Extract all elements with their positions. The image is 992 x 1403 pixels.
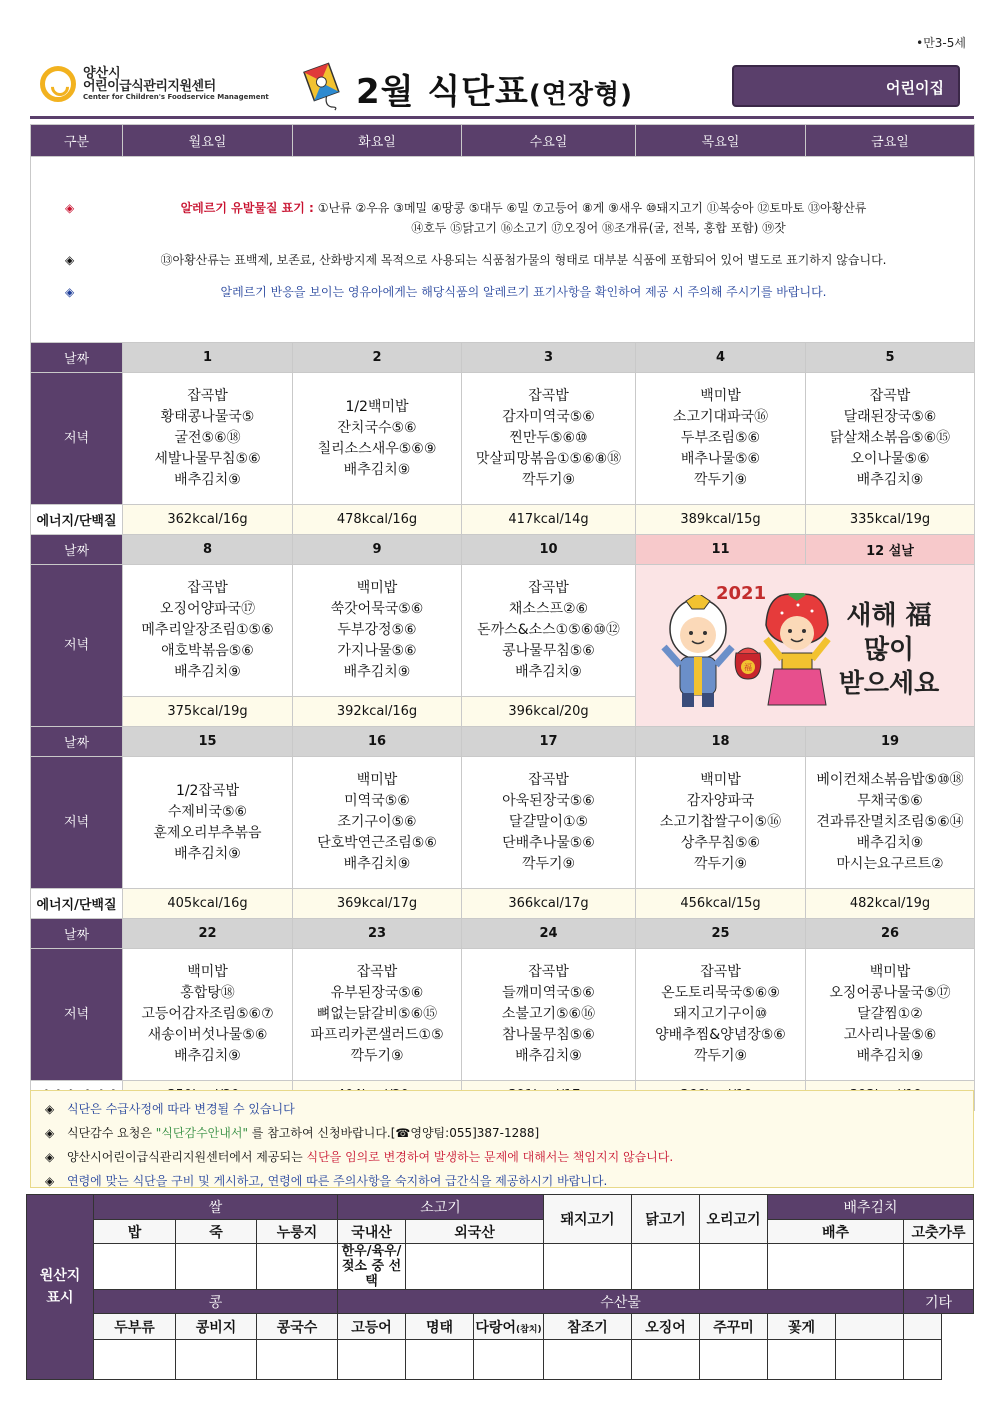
date-cell: 18 — [636, 727, 806, 757]
meal-cell — [462, 949, 636, 1081]
notice-3a: 양산시어린이급식관리지원센터에서 제공되는 — [67, 1150, 307, 1164]
meal-cell — [123, 757, 293, 889]
dinner-row — [31, 949, 975, 1081]
page-title — [356, 64, 633, 113]
origin-side-label — [27, 1195, 94, 1380]
origin-value — [700, 1244, 768, 1290]
menu-item: 베이컨채소볶음밥⑤⑩⑱ — [816, 772, 964, 788]
notice-2a: 식단감수 요청은 — [67, 1126, 156, 1140]
origin-sub: 누룽지 — [257, 1220, 338, 1244]
menu-item: 깍두기⑨ — [693, 472, 748, 488]
menu-item: 감자미역국⑤⑥ — [502, 409, 595, 425]
diamond-icon: ◈ — [45, 1102, 55, 1116]
date-cell: 19 — [806, 727, 975, 757]
meal-cell — [636, 757, 806, 889]
origin-tuna-note: (참치) — [515, 1324, 542, 1335]
origin-sub: 주꾸미 — [700, 1314, 768, 1340]
meal-cell — [462, 757, 636, 889]
menu-item: 배추김치⑨ — [856, 472, 924, 488]
origin-chicken: 닭고기 — [632, 1195, 700, 1244]
meal-cell — [462, 565, 636, 697]
date-cell: 1 — [123, 343, 293, 373]
energy-cell: 478kcal/16g — [293, 505, 462, 535]
date-cell: 3 — [462, 343, 636, 373]
date-cell: 10 — [462, 535, 636, 565]
origin-sub: 외국산 — [406, 1220, 544, 1244]
kite-icon — [300, 60, 350, 112]
menu-item: 세발나물무침⑤⑥ — [154, 451, 261, 467]
menu-item: 깍두기⑨ — [521, 856, 576, 872]
allergy-list-2: ⑭호두 ⑮닭고기 ⑯소고기 ⑰오징어 ⑱조개류(굴, 전복, 홍합 포함) ⑲잣 — [411, 220, 786, 235]
center-logo — [40, 66, 269, 102]
title-sub: (연장형) — [528, 80, 633, 110]
meal-cell — [123, 373, 293, 505]
menu-item: 쑥갓어묵국⑤⑥ — [330, 601, 424, 617]
meal-cell — [123, 949, 293, 1081]
menu-item: 배추김치⑨ — [343, 664, 411, 680]
meal-cell — [462, 373, 636, 505]
dinner-label: 저녁 — [31, 949, 123, 1081]
origin-value — [474, 1340, 544, 1380]
menu-item: 고사리나물⑤⑥ — [843, 1027, 937, 1043]
meal-cell — [293, 949, 462, 1081]
col-header: 금요일 — [806, 125, 975, 157]
date-label: 날짜 — [31, 535, 123, 565]
menu-item: 두부조림⑤⑥ — [680, 430, 761, 446]
meal-cell — [636, 373, 806, 505]
menu-item: 두부강정⑤⑥ — [337, 622, 417, 638]
origin-value — [338, 1340, 406, 1380]
origin-sub — [474, 1314, 544, 1340]
energy-cell: 366kcal/17g — [462, 889, 636, 919]
origin-value — [768, 1244, 904, 1290]
menu-item: 돈까스&소스①⑤⑥⑩⑫ — [477, 622, 620, 638]
logo-english: Center for Children's Foodservice Management — [83, 92, 269, 101]
date-cell: 26 — [806, 919, 975, 949]
menu-item: 백미밥 — [356, 580, 398, 596]
menu-item: 깍두기⑨ — [521, 472, 576, 488]
menu-item: 오이나물⑤⑥ — [850, 451, 930, 467]
menu-item: 오징어콩나물국⑤⑰ — [829, 985, 951, 1001]
menu-item: 깍두기⑨ — [693, 1048, 748, 1064]
header — [30, 56, 974, 114]
origin-value — [176, 1340, 257, 1380]
menu-item: 견과류잔멸치조림⑤⑥⑭ — [816, 814, 964, 830]
origin-sub: 콩비지 — [176, 1314, 257, 1340]
menu-item: 유부된장국⑤⑥ — [330, 985, 424, 1001]
origin-value — [632, 1244, 700, 1290]
origin-value — [94, 1244, 176, 1290]
origin-sub: 콩국수 — [257, 1314, 338, 1340]
pouch-char: 福 — [744, 663, 752, 672]
origin-value — [94, 1340, 176, 1380]
menu-item: 잔치국수⑤⑥ — [337, 419, 417, 436]
energy-cell: 369kcal/17g — [293, 889, 462, 919]
date-cell: 24 — [462, 919, 636, 949]
menu-item: 가지나물⑤⑥ — [337, 643, 417, 659]
origin-value — [632, 1340, 700, 1380]
origin-sub: 참조기 — [544, 1314, 632, 1340]
date-cell: 9 — [293, 535, 462, 565]
menu-item: 상추무침⑤⑥ — [680, 835, 761, 851]
notice-1: 식단은 수급사정에 따라 변경될 수 있습니다 — [67, 1102, 295, 1116]
menu-item: 잡곡밥 — [528, 388, 569, 404]
diamond-icon: ◈ — [65, 284, 75, 299]
menu-item: 잡곡밥 — [869, 388, 911, 404]
dinner-label: 저녁 — [31, 565, 123, 727]
allergy-note-1: ⑬아황산류는 표백제, 보존료, 산화방지제 목적으로 사용되는 식품첨가물의 형태로 대부분 식품에 포함되어 있어 별도로 표기하지 않습니다. — [160, 252, 887, 267]
menu-item: 소불고기⑤⑥⑯ — [501, 1006, 596, 1022]
origin-value — [544, 1244, 632, 1290]
date-cell: 16 — [293, 727, 462, 757]
origin-sub: 두부류 — [94, 1314, 176, 1340]
menu-item: 배추김치⑨ — [174, 845, 241, 862]
date-row — [31, 535, 975, 565]
menu-item: 백미밥 — [700, 772, 741, 788]
menu-item: 온도토리묵국⑤⑥⑨ — [661, 985, 780, 1001]
date-cell: 11 — [636, 535, 806, 565]
origin-side-1: 원산지 — [39, 1268, 81, 1284]
origin-sub: 밥 — [94, 1220, 176, 1244]
menu-item: 깍두기⑨ — [693, 856, 748, 872]
menu-item: 닭살채소볶음⑤⑥⑮ — [829, 430, 951, 446]
col-header: 수요일 — [462, 125, 636, 157]
menu-item: 감자양파국 — [686, 793, 755, 809]
energy-cell: 362kcal/16g — [123, 505, 293, 535]
origin-sub: 배추 — [768, 1220, 904, 1244]
origin-value — [406, 1244, 544, 1290]
menu-item: 달래된장국⑤⑥ — [843, 409, 937, 425]
energy-cell: 417kcal/14g — [462, 505, 636, 535]
menu-item: 배추나물⑤⑥ — [680, 451, 761, 467]
date-cell: 5 — [806, 343, 975, 373]
date-cell: 22 — [123, 919, 293, 949]
menu-item: 아욱된장국⑤⑥ — [502, 793, 595, 809]
origin-pork: 돼지고기 — [544, 1195, 632, 1244]
notice-2b: "식단감수안내서" — [155, 1126, 248, 1140]
title-main: 2월 식단표 — [356, 72, 529, 112]
menu-item: 오징어양파국⑰ — [159, 601, 256, 617]
diamond-icon: ◈ — [45, 1126, 55, 1140]
diamond-icon: ◈ — [65, 252, 75, 267]
meal-cell — [806, 757, 975, 889]
origin-etc: 기타 — [904, 1290, 974, 1314]
notice-4: 연령에 맞는 식단을 구비 및 게시하고, 연령에 따른 주의사항을 숙지하여 급간식을 제공하시기 바랍니다. — [67, 1174, 608, 1188]
menu-item: 백미밥 — [187, 964, 228, 980]
menu-item: 훈제오리부추볶음 — [153, 824, 262, 841]
origin-sub: 국내산 — [338, 1220, 406, 1244]
energy-cell: 375kcal/19g — [123, 697, 293, 727]
menu-item: 조기구이⑤⑥ — [337, 814, 417, 830]
menu-item: 맛살피망볶음①⑤⑥⑧⑱ — [475, 451, 622, 467]
origin-sub: 고춧가루 — [904, 1220, 974, 1244]
beef-origin-note: 한우/육우/젖소 중 선택 — [338, 1244, 406, 1290]
menu-item: 찐만두⑤⑥⑩ — [509, 430, 588, 446]
origin-value — [406, 1340, 474, 1380]
menu-item: 배추김치⑨ — [174, 472, 241, 488]
energy-cell: 392kcal/16g — [293, 697, 462, 727]
menu-item: 달걀찜①② — [857, 1006, 923, 1022]
date-row — [31, 343, 975, 373]
origin-seafood: 수산물 — [338, 1290, 904, 1314]
menu-item: 잡곡밥 — [528, 580, 569, 596]
date-label: 날짜 — [31, 919, 123, 949]
date-row — [31, 727, 975, 757]
menu-item: 뼈없는닭갈비⑤⑥⑮ — [316, 1006, 438, 1022]
notice-3b: 식단을 임의로 변경하여 발생하는 문제에 대해서는 책임지지 않습니다. — [306, 1150, 674, 1164]
dinner-label: 저녁 — [31, 373, 123, 505]
allergy-info-row — [31, 157, 975, 343]
allergy-info — [31, 157, 975, 343]
menu-item: 백미밥 — [869, 964, 911, 980]
menu-item: 백미밥 — [700, 388, 741, 404]
menu-item: 배추김치⑨ — [515, 1048, 582, 1064]
origin-value — [176, 1244, 257, 1290]
origin-sub — [904, 1314, 942, 1340]
date-label: 날짜 — [31, 343, 123, 373]
facility-label: 어린이집 — [886, 79, 944, 97]
menu-item: 참나물무침⑤⑥ — [502, 1027, 595, 1043]
menu-item: 1/2백미밥 — [345, 398, 409, 415]
menu-item: 달걀말이①⑤ — [508, 814, 589, 830]
menu-item: 잡곡밥 — [528, 772, 569, 788]
date-cell: 17 — [462, 727, 636, 757]
weekday-header-row — [31, 125, 975, 157]
meal-cell — [636, 949, 806, 1081]
menu-item: 소고기찹쌀구이⑤⑯ — [659, 814, 782, 830]
menu-item: 양배추찜&양념장⑤⑥ — [655, 1027, 786, 1043]
origin-sub — [836, 1314, 904, 1340]
date-cell: 12 설날 — [806, 535, 975, 565]
menu-item: 수제비국⑤⑥ — [167, 803, 248, 820]
origin-sub: 오징어 — [632, 1314, 700, 1340]
notice-2c: 를 참고하여 신청바랍니다.[☎영양팀:055]387-1288] — [247, 1126, 540, 1140]
menu-item: 소고기대파국⑯ — [672, 409, 769, 425]
notice-box — [30, 1090, 974, 1188]
menu-item: 백미밥 — [356, 772, 398, 788]
menu-item: 배추김치⑨ — [515, 664, 582, 680]
menu-item: 채소스프②⑥ — [508, 601, 589, 617]
energy-label: 에너지/단백질 — [31, 505, 123, 535]
energy-cell: 482kcal/19g — [806, 889, 975, 919]
allergy-label: 알레르기 유발물질 표기 : — [180, 200, 314, 215]
greeting-line: 받으세요 — [838, 669, 940, 699]
origin-value — [257, 1244, 338, 1290]
origin-beef: 소고기 — [338, 1195, 544, 1220]
logo-city: 양산시 — [83, 65, 121, 81]
dinner-label: 저녁 — [31, 757, 123, 889]
col-header: 화요일 — [293, 125, 462, 157]
greeting-line: 새해 福 — [846, 601, 932, 631]
logo-name: 어린이급식관리지원센터 — [83, 79, 216, 95]
menu-item: 배추김치⑨ — [343, 461, 411, 478]
date-cell: 23 — [293, 919, 462, 949]
meal-cell — [293, 757, 462, 889]
diamond-icon: ◈ — [45, 1150, 55, 1164]
menu-item: 배추김치⑨ — [856, 835, 924, 851]
origin-value — [904, 1244, 974, 1290]
origin-value — [768, 1340, 836, 1380]
energy-label: 에너지/단백질 — [31, 889, 123, 919]
date-row — [31, 919, 975, 949]
smile-logo-icon — [40, 66, 76, 102]
origin-sub: 꽃게 — [768, 1314, 836, 1340]
date-cell: 15 — [123, 727, 293, 757]
menu-item: 돼지고기구이⑩ — [673, 1006, 768, 1022]
greeting-line: 많이 — [863, 635, 915, 665]
new-year-banner — [636, 565, 975, 727]
menu-item: 잡곡밥 — [356, 964, 398, 980]
origin-bean: 콩 — [94, 1290, 338, 1314]
menu-item: 메추리알장조림①⑤⑥ — [141, 622, 274, 638]
date-cell: 8 — [123, 535, 293, 565]
menu-item: 깍두기⑨ — [350, 1048, 404, 1064]
col-header: 목요일 — [636, 125, 806, 157]
menu-item: 잡곡밥 — [700, 964, 741, 980]
allergy-note-2: 알레르기 반응을 보이는 영유아에게는 해당식품의 알레르기 표기사항을 확인하여 제공 시 주의해 주시기를 바랍니다. — [220, 284, 827, 299]
col-header: 월요일 — [123, 125, 293, 157]
menu-item: 단호박연근조림⑤⑥ — [317, 835, 437, 851]
new-year-greeting — [834, 599, 944, 701]
origin-value — [836, 1340, 904, 1380]
origin-value — [257, 1340, 338, 1380]
age-range-label: •만3-5세 — [916, 36, 966, 50]
header-divider — [30, 116, 974, 119]
menu-item: 미역국⑤⑥ — [344, 793, 410, 809]
origin-value — [700, 1340, 768, 1380]
dinner-row — [31, 373, 975, 505]
origin-sub: 고등어 — [338, 1314, 406, 1340]
origin-duck: 오리고기 — [700, 1195, 768, 1244]
meal-cell — [806, 949, 975, 1081]
menu-item: 단배추나물⑤⑥ — [502, 835, 595, 851]
origin-rice: 쌀 — [94, 1195, 338, 1220]
origin-side-2: 표시 — [46, 1290, 74, 1306]
menu-item: 들깨미역국⑤⑥ — [502, 985, 595, 1001]
energy-row — [31, 505, 975, 535]
energy-row — [31, 889, 975, 919]
date-cell: 25 — [636, 919, 806, 949]
meal-cell — [293, 373, 462, 505]
date-cell: 4 — [636, 343, 806, 373]
menu-item: 배추김치⑨ — [174, 664, 241, 680]
diamond-icon: ◈ — [45, 1174, 55, 1188]
menu-item: 배추김치⑨ — [856, 1048, 924, 1064]
facility-box — [732, 65, 960, 107]
meal-cell — [293, 565, 462, 697]
date-label: 날짜 — [31, 727, 123, 757]
origin-sub: 죽 — [176, 1220, 257, 1244]
menu-item: 콩나물무침⑤⑥ — [502, 643, 595, 659]
meal-cell — [806, 373, 975, 505]
menu-item: 잡곡밥 — [187, 580, 228, 596]
allergy-list-1: ①난류 ②우유 ③메밀 ④땅콩 ⑤대두 ⑥밀 ⑦고등어 ⑧게 ⑨새우 ⑩돼지고기 ⑪복숭아 ⑫토마토 ⑬아황산류 — [317, 200, 867, 215]
menu-item: 무채국⑤⑥ — [857, 793, 923, 809]
holiday-year: 2021 — [716, 583, 767, 604]
menu-item: 잡곡밥 — [528, 964, 569, 980]
menu-item: 파프리카콘샐러드①⑤ — [310, 1027, 444, 1043]
menu-item: 1/2잡곡밥 — [175, 782, 240, 799]
menu-item: 배추김치⑨ — [174, 1048, 241, 1064]
menu-table — [30, 124, 975, 1111]
origin-value — [904, 1340, 942, 1380]
date-cell: 2 — [293, 343, 462, 373]
energy-cell: 456kcal/15g — [636, 889, 806, 919]
dinner-row — [31, 757, 975, 889]
origin-sub: 명태 — [406, 1314, 474, 1340]
energy-cell: 405kcal/16g — [123, 889, 293, 919]
origin-tuna: 다랑어 — [475, 1319, 516, 1336]
menu-item: 배추김치⑨ — [343, 856, 411, 872]
menu-item: 칠리소스새우⑤⑥⑨ — [317, 440, 437, 457]
menu-item: 황태콩나물국⑤ — [160, 409, 255, 425]
girl-strawberry-character-icon — [758, 593, 836, 717]
menu-item: 고등어감자조림⑤⑥⑦ — [141, 1006, 274, 1022]
energy-cell: 335kcal/19g — [806, 505, 975, 535]
diamond-icon: ◈ — [65, 200, 75, 215]
col-header: 구분 — [31, 125, 123, 157]
menu-item: 애호박볶음⑤⑥ — [161, 643, 254, 659]
menu-item: 새송이버섯나물⑤⑥ — [147, 1027, 268, 1043]
energy-cell: 396kcal/20g — [462, 697, 636, 727]
boy-character-icon — [658, 595, 738, 715]
menu-item: 홍합탕⑱ — [180, 985, 235, 1001]
meal-cell — [123, 565, 293, 697]
origin-table — [26, 1194, 974, 1380]
menu-item: 마시는요구르트② — [836, 856, 944, 872]
menu-item: 잡곡밥 — [187, 388, 228, 404]
origin-kimchi: 배추김치 — [768, 1195, 974, 1220]
menu-item: 굴전⑤⑥⑱ — [174, 430, 241, 446]
dinner-row — [31, 565, 975, 697]
origin-value — [544, 1340, 632, 1380]
energy-cell: 389kcal/15g — [636, 505, 806, 535]
